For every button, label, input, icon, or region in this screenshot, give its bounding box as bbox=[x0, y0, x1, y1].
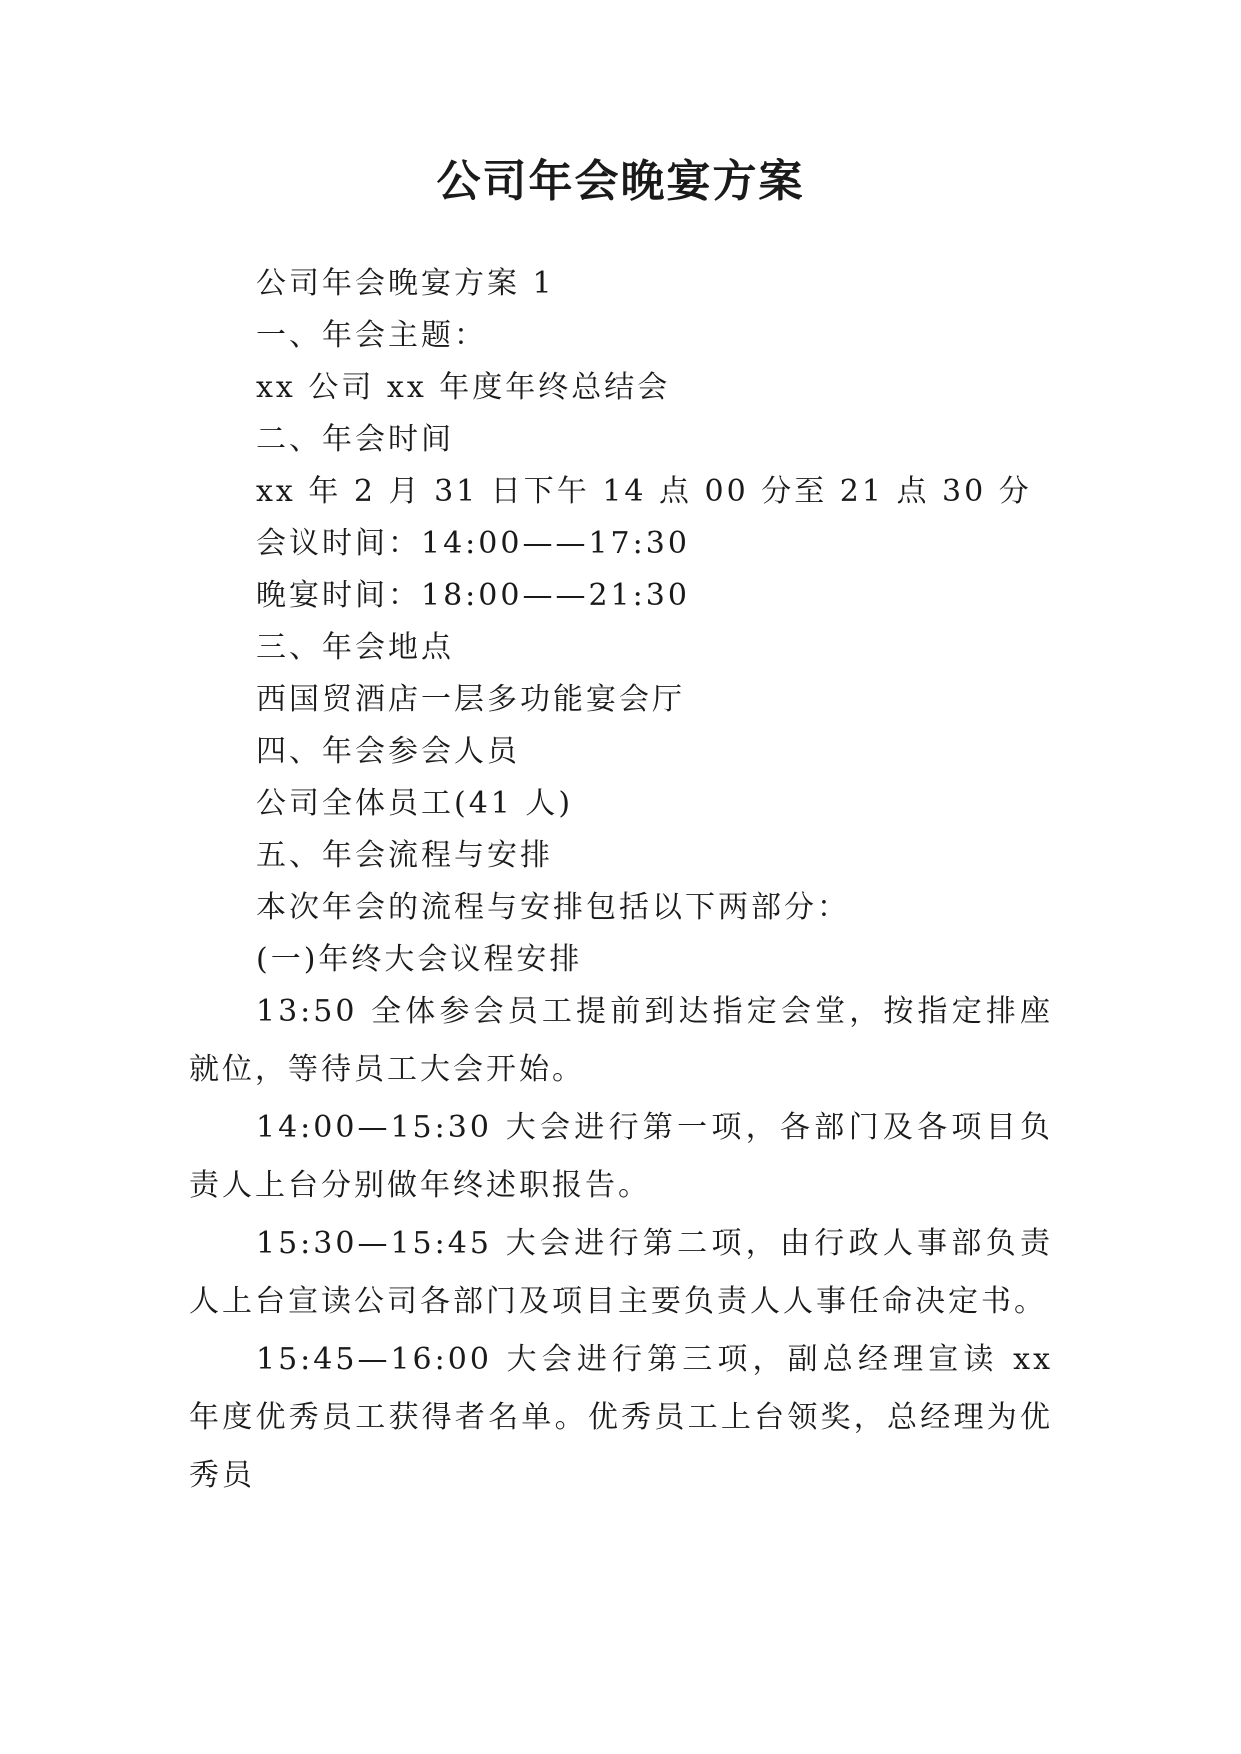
line-section-process: 五、年会流程与安排 bbox=[256, 838, 553, 873]
line-section-time: 二、年会时间 bbox=[256, 422, 454, 457]
line-section-attendees: 四、年会参会人员 bbox=[256, 734, 520, 769]
agenda-paragraph: 14:00—15:30 大会进行第一项，各部门及各项目负责人上台分别做年终述职报告。 bbox=[189, 1110, 1053, 1203]
line-section-theme: 一、年会主题： bbox=[256, 318, 487, 353]
line-time-value: xx 年 2 月 31 日下午 14 点 00 分至 21 点 30 分 bbox=[256, 474, 1032, 509]
line-heading-1: 公司年会晚宴方案 1 bbox=[256, 266, 555, 301]
agenda-paragraph: 13:50 全体参会员工提前到达指定会堂，按指定排座就位，等待员工大会开始。 bbox=[189, 994, 1053, 1087]
line-banquet-time: 晚宴时间：18:00——21:30 bbox=[256, 578, 690, 613]
line-theme-value: xx 公司 xx 年度年终总结会 bbox=[256, 370, 671, 405]
line-meeting-time: 会议时间：14:00——17:30 bbox=[256, 526, 690, 561]
agenda-paragraph: 15:45—16:00 大会进行第三项，副总经理宣读 xx 年度优秀员工获得者名单。优秀员工上台领奖，总经理为优秀员 bbox=[189, 1342, 1053, 1493]
line-subsection-agenda: (一)年终大会议程安排 bbox=[256, 942, 583, 977]
line-process-intro: 本次年会的流程与安排包括以下两部分： bbox=[256, 890, 850, 925]
agenda-paragraph: 15:30—15:45 大会进行第二项，由行政人事部负责人上台宣读公司各部门及项目主要负责人人事任命决定书。 bbox=[189, 1226, 1053, 1319]
line-attendees-value: 公司全体员工(41 人) bbox=[256, 786, 574, 821]
line-venue-value: 西国贸酒店一层多功能宴会厅 bbox=[256, 682, 685, 717]
line-section-venue: 三、年会地点 bbox=[256, 630, 454, 665]
document-title: 公司年会晚宴方案 bbox=[436, 156, 805, 207]
